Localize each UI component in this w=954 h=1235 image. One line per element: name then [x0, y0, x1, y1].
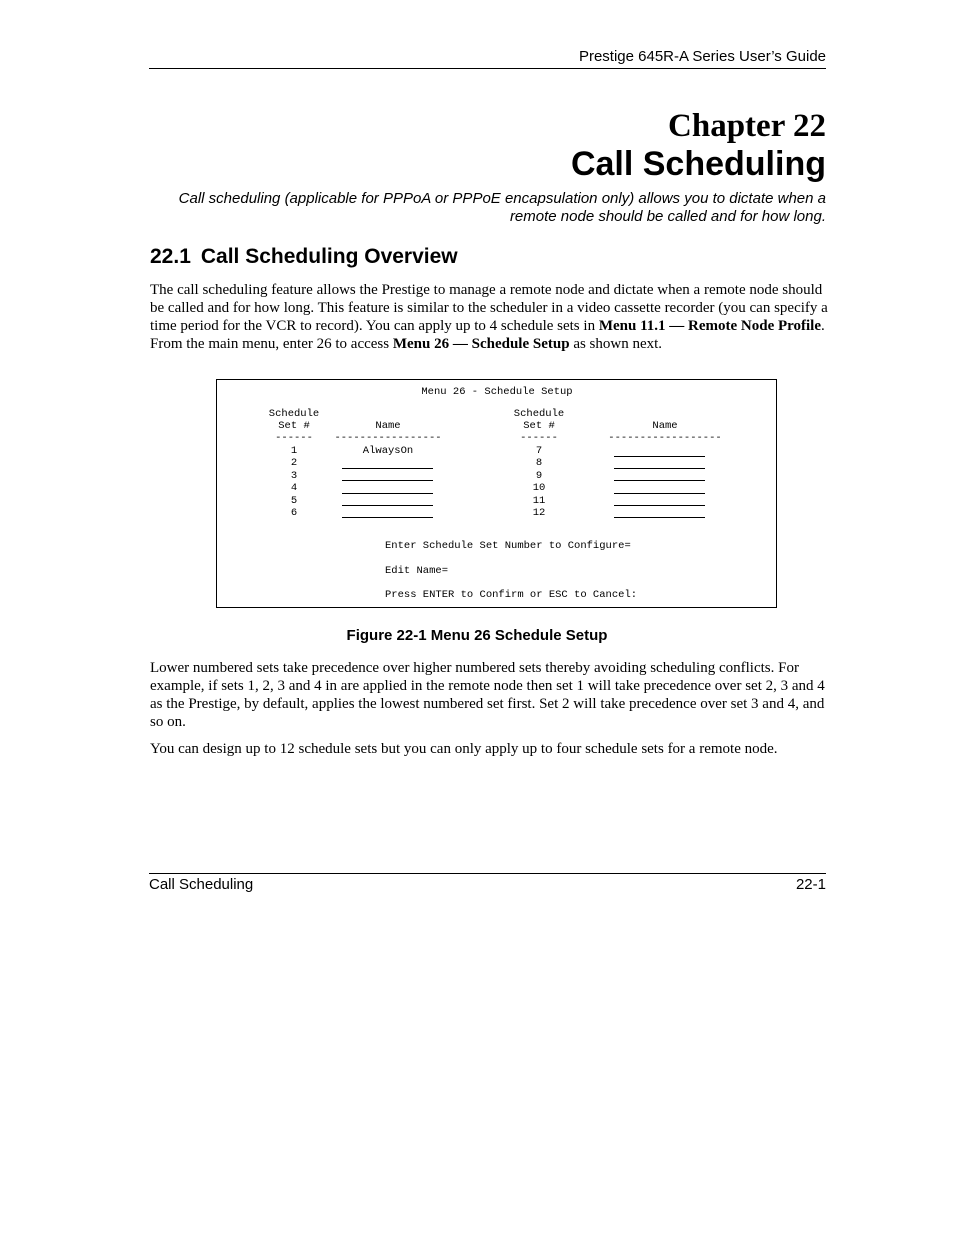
- schedule-set-number: 9: [535, 470, 543, 482]
- section-number: 22.1: [150, 245, 191, 268]
- menu-reference: Menu 11.1 — Remote Node Profile: [598, 318, 822, 334]
- schedule-set-name[interactable]: AlwaysOn: [362, 445, 414, 457]
- schedule-set-number: 3: [290, 470, 298, 482]
- schedule-set-name-field[interactable]: [342, 505, 433, 506]
- schedule-set-name-field[interactable]: [342, 468, 433, 469]
- menu-26-screen: [216, 379, 777, 608]
- page-header: [149, 46, 826, 69]
- page-number: 22-1: [795, 876, 826, 893]
- schedule-sets-paragraph: You can design up to 12 schedule sets but you can only apply up to four schedule sets for a remote node.: [150, 741, 778, 757]
- schedule-set-name-field[interactable]: [614, 493, 705, 494]
- schedule-set-number: 1: [290, 445, 298, 457]
- prompt-edit-name[interactable]: Edit Name=: [385, 565, 449, 577]
- col-header-schedule: Schedule: [268, 408, 320, 420]
- col-header-set-number: Set #: [278, 420, 310, 432]
- schedule-set-name-field[interactable]: [342, 517, 433, 518]
- col-header-schedule: Schedule: [513, 408, 565, 420]
- header-rule: ------------------: [608, 432, 722, 444]
- section-title: Call Scheduling Overview: [200, 245, 458, 268]
- page-footer: [149, 873, 826, 898]
- chapter-intro: Call scheduling (applicable for PPPoA or PPPoE encapsulation only) allows you to dictate when a remote node should be called and for how long.: [178, 190, 826, 225]
- schedule-set-number: 8: [535, 457, 543, 469]
- chapter-title: Call Scheduling: [570, 145, 826, 183]
- col-header-name: Name: [375, 420, 401, 432]
- col-header-set-number: Set #: [523, 420, 555, 432]
- schedule-set-name-field[interactable]: [614, 480, 705, 481]
- schedule-set-number: 10: [532, 482, 546, 494]
- schedule-set-number: 11: [532, 495, 546, 507]
- schedule-set-name-field[interactable]: [614, 468, 705, 469]
- guide-title: Prestige 645R-A Series User’s Guide: [578, 48, 826, 65]
- schedule-set-name-field[interactable]: [614, 456, 705, 457]
- schedule-set-number: 5: [290, 495, 298, 507]
- prompt-confirm: Press ENTER to Confirm or ESC to Cancel:: [385, 589, 638, 601]
- footer-chapter: Call Scheduling: [149, 876, 254, 893]
- prompt-set-number[interactable]: Enter Schedule Set Number to Configure=: [385, 540, 631, 552]
- header-rule: ------: [275, 432, 313, 444]
- text-run: The call scheduling feature allows the Prestige to manage a remote node and dictate when a remote node should be called and for how long. This feature is similar to the scheduler in a video cassette recorder (you can specify a time period for the VCR to record). You can apply up to 4 schedule sets in: [150, 282, 828, 334]
- schedule-set-name-field[interactable]: [342, 493, 433, 494]
- schedule-set-name-field[interactable]: [342, 480, 433, 481]
- schedule-set-number: 6: [290, 507, 298, 519]
- schedule-set-name-field[interactable]: [614, 517, 705, 518]
- text-run: . From the main menu, enter 26 to access: [150, 318, 825, 352]
- header-rule: ------: [520, 432, 558, 444]
- chapter-number: Chapter 22: [668, 108, 826, 144]
- header-rule: -----------------: [334, 432, 442, 444]
- figure-caption: Figure 22-1 Menu 26 Schedule Setup: [346, 627, 608, 644]
- col-header-name: Name: [652, 420, 678, 432]
- overview-paragraph: [150, 281, 830, 353]
- schedule-set-number: 4: [290, 482, 298, 494]
- menu-reference: Menu 26 — Schedule Setup: [392, 336, 570, 352]
- schedule-set-number: 12: [532, 507, 546, 519]
- schedule-set-number: 2: [290, 457, 298, 469]
- schedule-set-number: 7: [535, 445, 543, 457]
- screen-title: Menu 26 - Schedule Setup: [421, 386, 573, 398]
- section-heading: [150, 245, 458, 269]
- text-run: as shown next.: [569, 336, 663, 352]
- precedence-paragraph: Lower numbered sets take precedence over higher numbered sets thereby avoiding scheduling conflicts. For example, if sets 1, 2, 3 and 4 in are applied in the remote node then set 1 will take precedence over set 2, 3 and 4 as the Prestige, by default, applies the lowest numbered set first. Set 2 will take precedence over set 3 and 4, and so on.: [150, 660, 825, 730]
- schedule-set-name-field[interactable]: [614, 505, 705, 506]
